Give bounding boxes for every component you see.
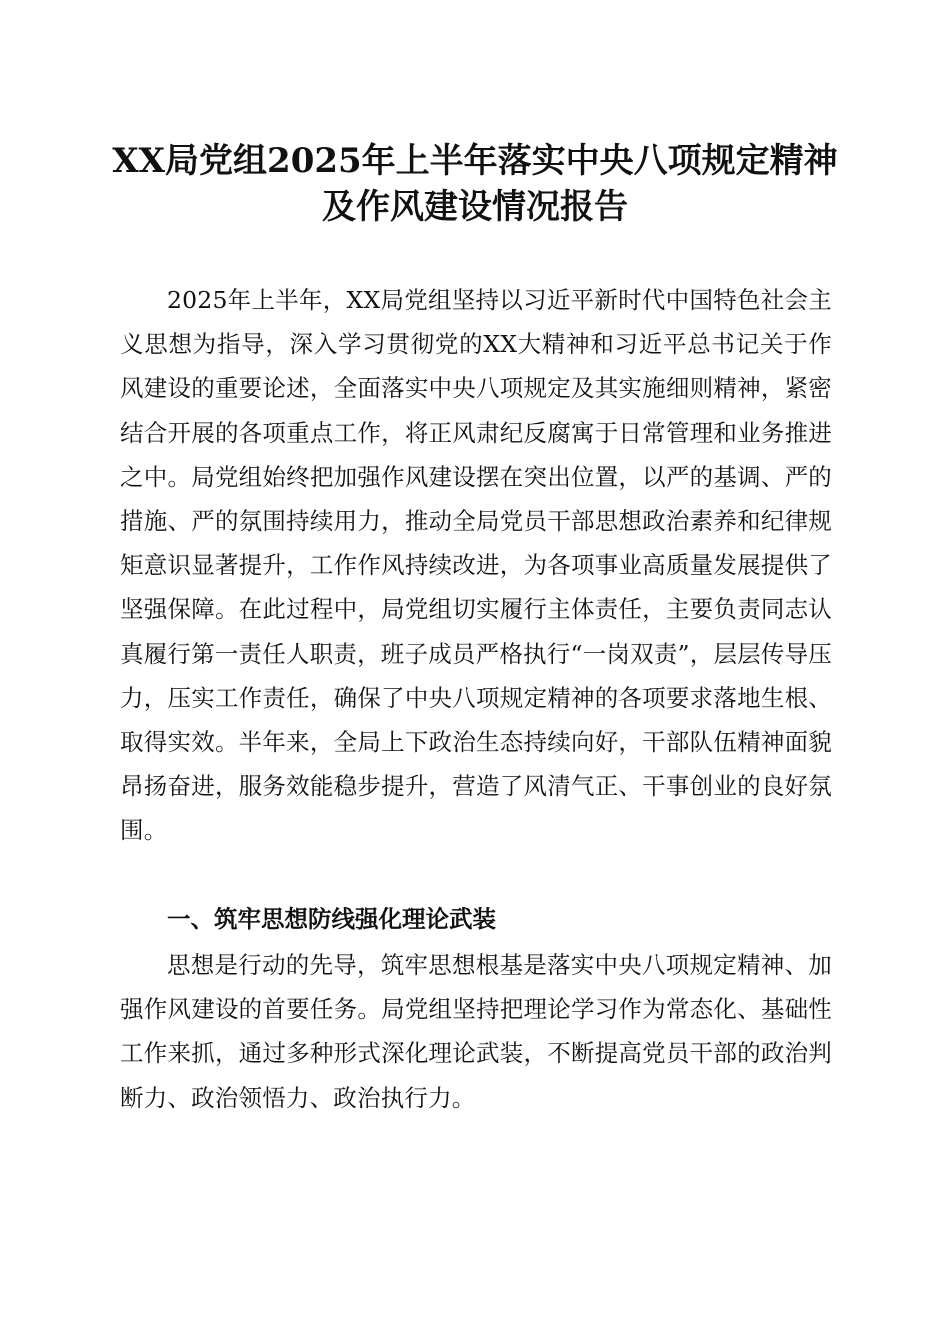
document-title: XX局党组2025年上半年落实中央八项规定精神及作风建设情况报告 [112,141,838,227]
section-heading-1: 一、筑牢思想防线强化理论武装 [167,905,496,933]
intro-paragraph: 2025年上半年，XX局党组坚持以习近平新时代中国特色社会主义思想为指导，深入学习贯彻党的XX大精神和习近平总书记关于作风建设的重要论述，全面落实中央八项规定及其实施细则精神，紧密结合开展的各项重点工作，将正风肃纪反腐寓于日常管理和业务推进之中。局党组始终把加强作风建设摆在突出位置，以严的基调、严的措施、严的氛围持续用力，推动全局党员干部思想政治素养和纪律规矩意识显著提升，工作作风持续改进，为各项事业高质量发展提供了坚强保障。在此过程中，局党组切实履行主体责任，主要负责同志认真履行第一责任人职责，班子成员严格执行“一岗双责”，层层传导压力，压实工作责任，确保了中央八项规定精神的各项要求落地生根、取得实效。半年来，全局上下政治生态持续向好，干部队伍精神面貌昂扬奋进，服务效能稳步提升，营造了风清气正、干事创业的良好氛围。 [120,286,832,845]
section-1-paragraph: 思想是行动的先导，筑牢思想根基是落实中央八项规定精神、加强作风建设的首要任务。局党组坚持把理论学习作为常态化、基础性工作来抓，通过多种形式深化理论武装，不断提高党员干部的政治判断力、政治领悟力、政治执行力。 [120,951,832,1112]
